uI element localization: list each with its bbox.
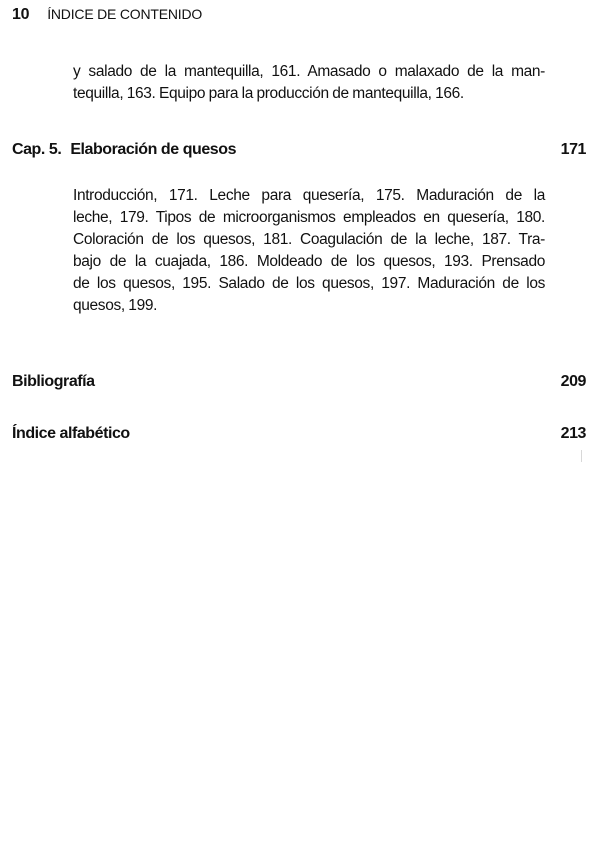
chapter5-summary-text (73, 185, 545, 317)
summary-line: Coloración de los quesos, 181. Coagulación de la leche, 187. Tra- (73, 231, 545, 248)
chapter-number: Cap. 5. (12, 141, 62, 158)
chapter-page-number: 171 (560, 141, 586, 158)
chapter-5-heading (12, 141, 236, 159)
continuation-line: tequilla, 163. Equipo para la producción de mantequilla, 166. (73, 85, 464, 102)
bibliography-page-number: 209 (560, 373, 586, 390)
chapter4-continuation-text (73, 61, 545, 105)
bibliography-title: Bibliografía (12, 373, 95, 390)
running-head (12, 6, 202, 24)
chapter-title: Elaboración de quesos (70, 141, 237, 158)
alphabetical-index-page-number: 213 (560, 425, 586, 442)
summary-line: bajo de la cuajada, 186. Moldeado de los quesos, 193. Prensado (73, 253, 545, 270)
summary-line: leche, 179. Tipos de microorganismos empleados en quesería, 180. (73, 209, 545, 226)
running-head-title: ÍNDICE DE CONTENIDO (47, 6, 203, 22)
summary-line: de los quesos, 195. Salado de los quesos, 197. Maduración de los (73, 275, 545, 292)
toc-entry-alphabetical-index (12, 425, 586, 443)
summary-line: Introducción, 171. Leche para quesería, 175. Maduración de la (73, 187, 545, 204)
scan-artifact-mark (581, 450, 582, 462)
toc-entry-chapter-5 (12, 141, 586, 159)
toc-entry-bibliography (12, 373, 586, 391)
page-number: 10 (12, 6, 30, 23)
summary-line: quesos, 199. (73, 297, 158, 314)
alphabetical-index-title: Índice alfabético (12, 425, 130, 442)
continuation-line: y salado de la mantequilla, 161. Amasado o malaxado de la man- (73, 63, 545, 80)
